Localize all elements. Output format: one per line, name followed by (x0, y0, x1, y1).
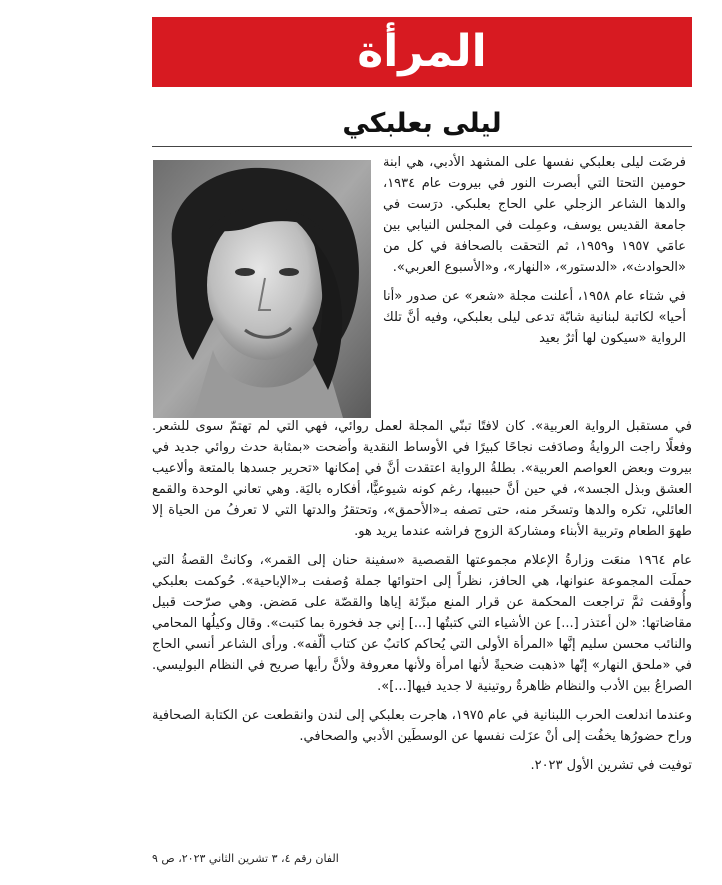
divider (152, 146, 692, 147)
paragraph-novel-cont: في مستقبل الرواية العربية». كان لافتًا تبنّي المجلة لعمل روائي، فهي التي لم تهتمّ سوى للشعر. وفعلًا راجت الروايةُ وصادَفت نجاحًا كبيرًا في الأوساط النقدية وأضحت «بمثابة حدث روائي جديد في بيروت وبعض العواصم العربية». بطلةُ الرواية اعتقدت أنَّ في إمكانها «تحرير جسدها بالمتعة وألاعيب العشق وبذل الجسد»، في حين أنَّ حبيبها، رغم كونه شيوعيًّا، أفكاره باليَة. وهي تعاني الوحدة والقمع العائلي، تكره والدها وتسخَر منه، حتى تصفه بـ«الأحمق»، وتحتقرُ والدتها التي لا تعرفُ من الحياة إلا طهوَ الطعام وتربية الأبناء ومشاركة الزوج فراشه عندما يريد هو. (152, 419, 692, 539)
author-name: ليلى بعلبكي (342, 108, 502, 139)
paragraph-war: وعندما اندلعت الحرب اللبنانية في عام ١٩٧٥، هاجرت بعلبكي إلى لندن وانقطعت عن الكتابة الصحافية وراح حضورُها يخفُت إلى أنْ عزَلت نفسها عن الوسطَين الأدبي والصحافي. (152, 708, 693, 744)
article-full-width (152, 416, 692, 784)
paragraph-intro: فرضَت ليلى بعلبكي نفسها على المشهد الأدبي، هي ابنة حومين التحتا التي أبصرت النور في بيروت عام ١٩٣٤، والدها الشاعر الزجلي علي الحاج بعلبكي. درَست في جامعة القديس يوسف، وعمِلت في المجلس النيابي بين عامَي ١٩٥٧ و١٩٥٩، ثم التحقت بالصحافة في كل من «الحوادث»، «الدستور»، «النهار»، و«الأسبوع العربي». (383, 155, 686, 275)
paragraph-ban: عام ١٩٦٤ منعَت وزارةُ الإعلام مجموعتها القصصية «سفينة حنان إلى القمر»، وكانتْ القصةُ التي حملَت المجموعة عنوانها، هي الحافز، نظراً إلى احتوائها جملة وُصفت بـ«الإباحية». حُوكمت بعلبكي وأُوقفت ثمَّ تراجعت المحكمة عن قرار المنع مبرِّئة إياها والقصّة على مَضض. وهي صرّحت قبيل مقاضاتها: «لن أعتذر [...] عن الأشياء التي كتبتُها [...] إني جد فخورة بما كتبت». وقال وكيلُها المحامي والنائب محسن سليم إنَّها «المرأة الأولى التي يُحاكم كاتبٌ عن كتاب ألّفه». ورأى الشاعر أنسي الحاج في «ملحق النهار» إنّها «ذهبت ضحيةً لأنها امرأة ولأنها معروفة ولأنَّ رأيها صريح في النظام البوليسي. الصراعُ بين الأدب والنظام ظاهرةٌ روتينية لا جديد فيها[...]». (152, 553, 692, 694)
section-banner (152, 17, 692, 87)
paragraph-novel-start: في شتاء عام ١٩٥٨، أعلنت مجلة «شعر» عن صدور «أنا أحيا» لكاتبة لبنانية شابّة تدعى ليلى بعلبكي، وفيه أنَّ تلك الرواية «سيكون لها أثرٌ بعيد (383, 289, 686, 346)
article-column (383, 152, 686, 357)
issue-footer: الفان رقم ٤، ٣ تشرين الثاني ٢٠٢٣، ص ٩ (152, 852, 339, 865)
paragraph-death: توفيت في تشرين الأول ٢٠٢٣. (530, 758, 692, 773)
section-title: المرأة (357, 26, 487, 77)
portrait-image (153, 160, 371, 418)
portrait-photo (153, 160, 371, 418)
